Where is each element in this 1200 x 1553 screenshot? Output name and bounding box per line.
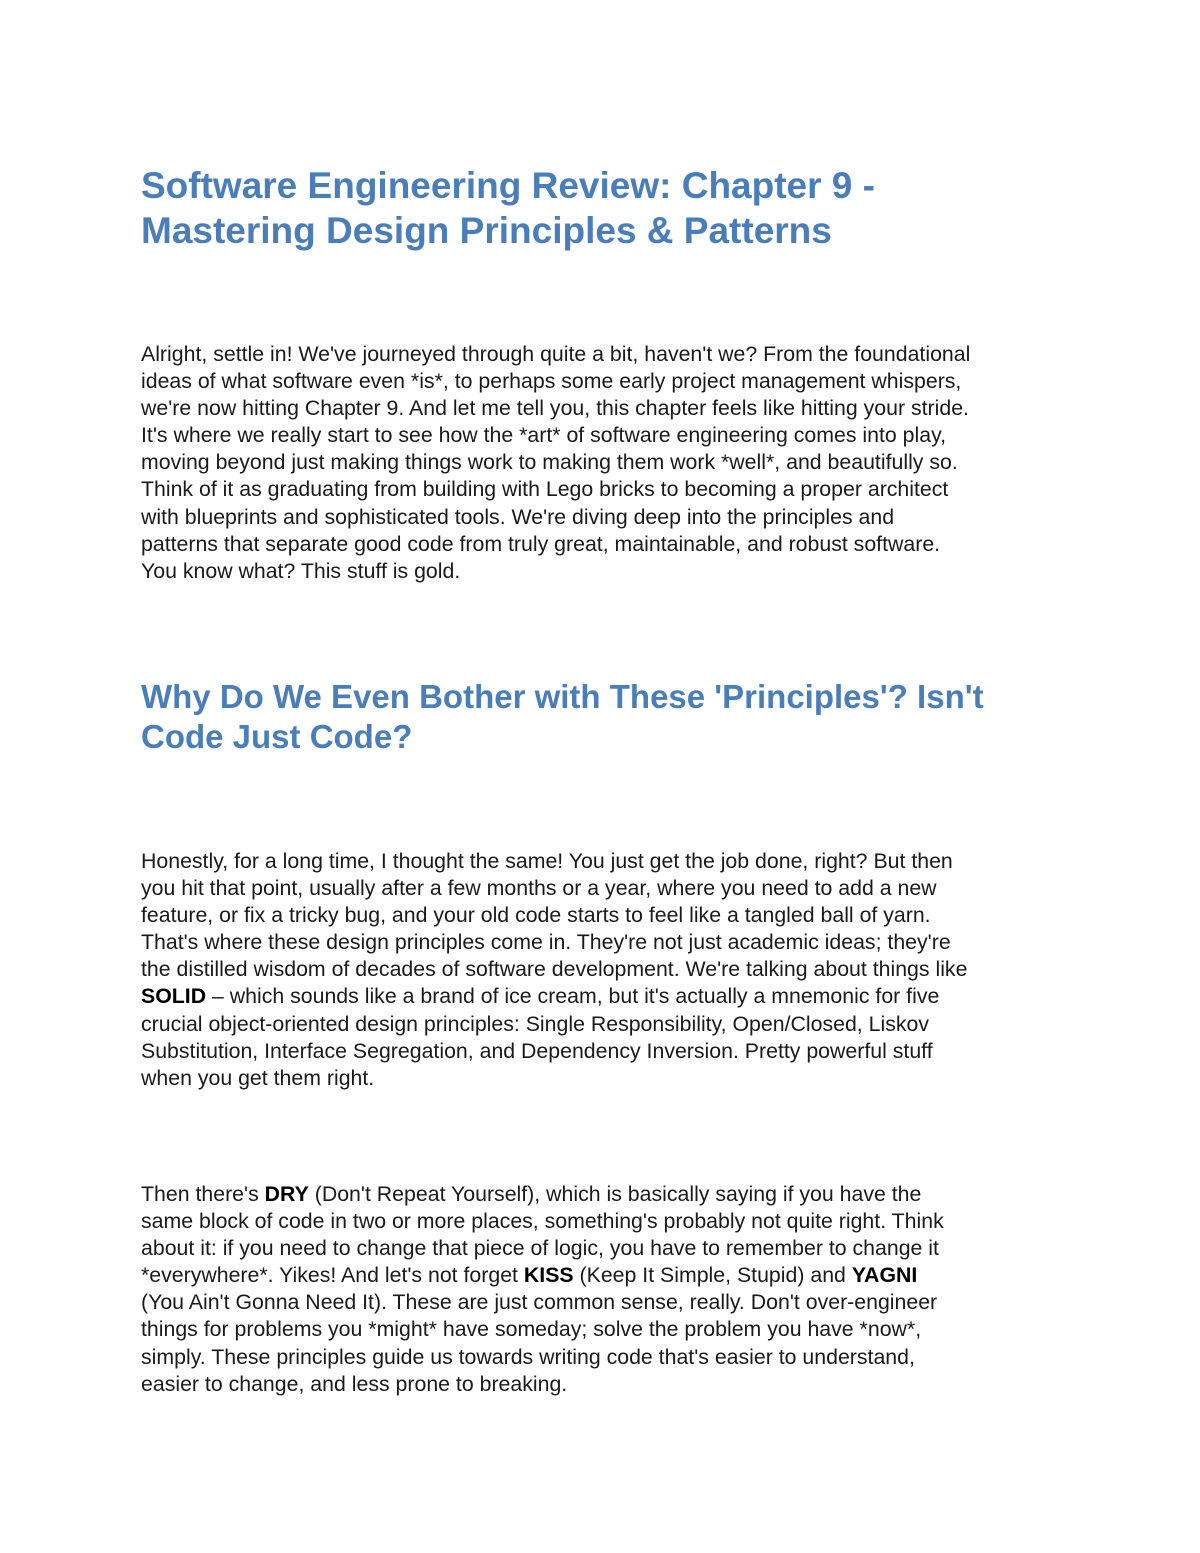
dry-kiss-yagni-paragraph xyxy=(141,1181,1041,1398)
paragraph-text: (Keep It Simple, Stupid) and xyxy=(573,1263,852,1288)
intro-line: we're now hitting Chapter 9. And let me tell you, this chapter feels like hitting your stride. xyxy=(141,396,969,421)
intro-line: moving beyond just making things work to making them work *well*, and beautifully so. xyxy=(141,450,958,475)
paragraph-text: *everywhere*. Yikes! And let's not forget xyxy=(141,1263,524,1288)
intro-line: Alright, settle in! We've journeyed through quite a bit, haven't we? From the foundational xyxy=(141,342,971,366)
paragraph-line: you hit that point, usually after a few months or a year, where you need to add a new xyxy=(141,876,937,901)
paragraph-line: Honestly, for a long time, I thought the same! You just get the job done, right? But then xyxy=(141,849,953,873)
paragraph-line: crucial object-oriented design principles: Single Responsibility, Open/Closed, Liskov xyxy=(141,1011,929,1036)
intro-line: Think of it as graduating from building with Lego bricks to becoming a proper architect xyxy=(141,477,949,502)
paragraph-line: That's where these design principles come in. They're not just academic ideas; they're xyxy=(141,930,951,955)
paragraph-line: simply. These principles guide us towards writing code that's easier to understand, xyxy=(141,1344,915,1369)
paragraph-line: same block of code in two or more places, something's probably not quite right. Think xyxy=(141,1209,944,1234)
paragraph-text: (Don't Repeat Yourself), which is basically saying if you have the xyxy=(308,1182,922,1206)
kiss-term: KISS xyxy=(523,1263,574,1288)
dry-term: DRY xyxy=(264,1182,309,1206)
intro-line: with blueprints and sophisticated tools. We're diving deep into the principles and xyxy=(141,504,895,529)
section-heading-line-2: Code Just Code? xyxy=(141,718,413,755)
intro-paragraph xyxy=(141,341,1071,585)
intro-line: patterns that separate good code from truly great, maintainable, and robust software. xyxy=(141,531,941,556)
solid-term: SOLID xyxy=(141,984,207,1009)
principles-paragraph xyxy=(141,848,1061,1092)
intro-line: You know what? This stuff is gold. xyxy=(141,558,461,583)
paragraph-line: things for problems you *might* have someday; solve the problem you have *now*, xyxy=(141,1317,922,1342)
paragraph-line: Substitution, Interface Segregation, and Dependency Inversion. Pretty powerful stuff xyxy=(141,1038,933,1063)
intro-line: It's where we really start to see how the *art* of software engineering comes into play, xyxy=(141,423,947,448)
paragraph-line: the distilled wisdom of decades of software development. We're talking about things like xyxy=(141,957,968,982)
paragraph-line: about it: if you need to change that piece of logic, you have to remember to change it xyxy=(141,1236,939,1261)
paragraph-line: when you get them right. xyxy=(141,1065,375,1090)
paragraph-text: Then there's xyxy=(141,1182,265,1206)
paragraph-line: (You Ain't Gonna Need It). These are just common sense, really. Don't over-engineer xyxy=(141,1290,938,1315)
section-heading-principles xyxy=(141,677,1071,757)
paragraph-line: feature, or fix a tricky bug, and your old code starts to feel like a tangled ball of yarn. xyxy=(141,903,931,928)
section-heading-line-1: Why Do We Even Bother with These 'Principles'? Isn't xyxy=(141,678,984,715)
paragraph-line: – which sounds like a brand of ice cream, but it's actually a mnemonic for five xyxy=(206,984,940,1009)
intro-line: ideas of what software even *is*, to perhaps some early project management whispers, xyxy=(141,369,962,394)
page-title-line-2: Mastering Design Principles & Patterns xyxy=(141,210,832,251)
yagni-term: YAGNI xyxy=(851,1263,918,1288)
page-title-line-1: Software Engineering Review: Chapter 9 - xyxy=(141,165,875,206)
page-title xyxy=(141,163,1071,253)
paragraph-line: easier to change, and less prone to breaking. xyxy=(141,1371,568,1396)
